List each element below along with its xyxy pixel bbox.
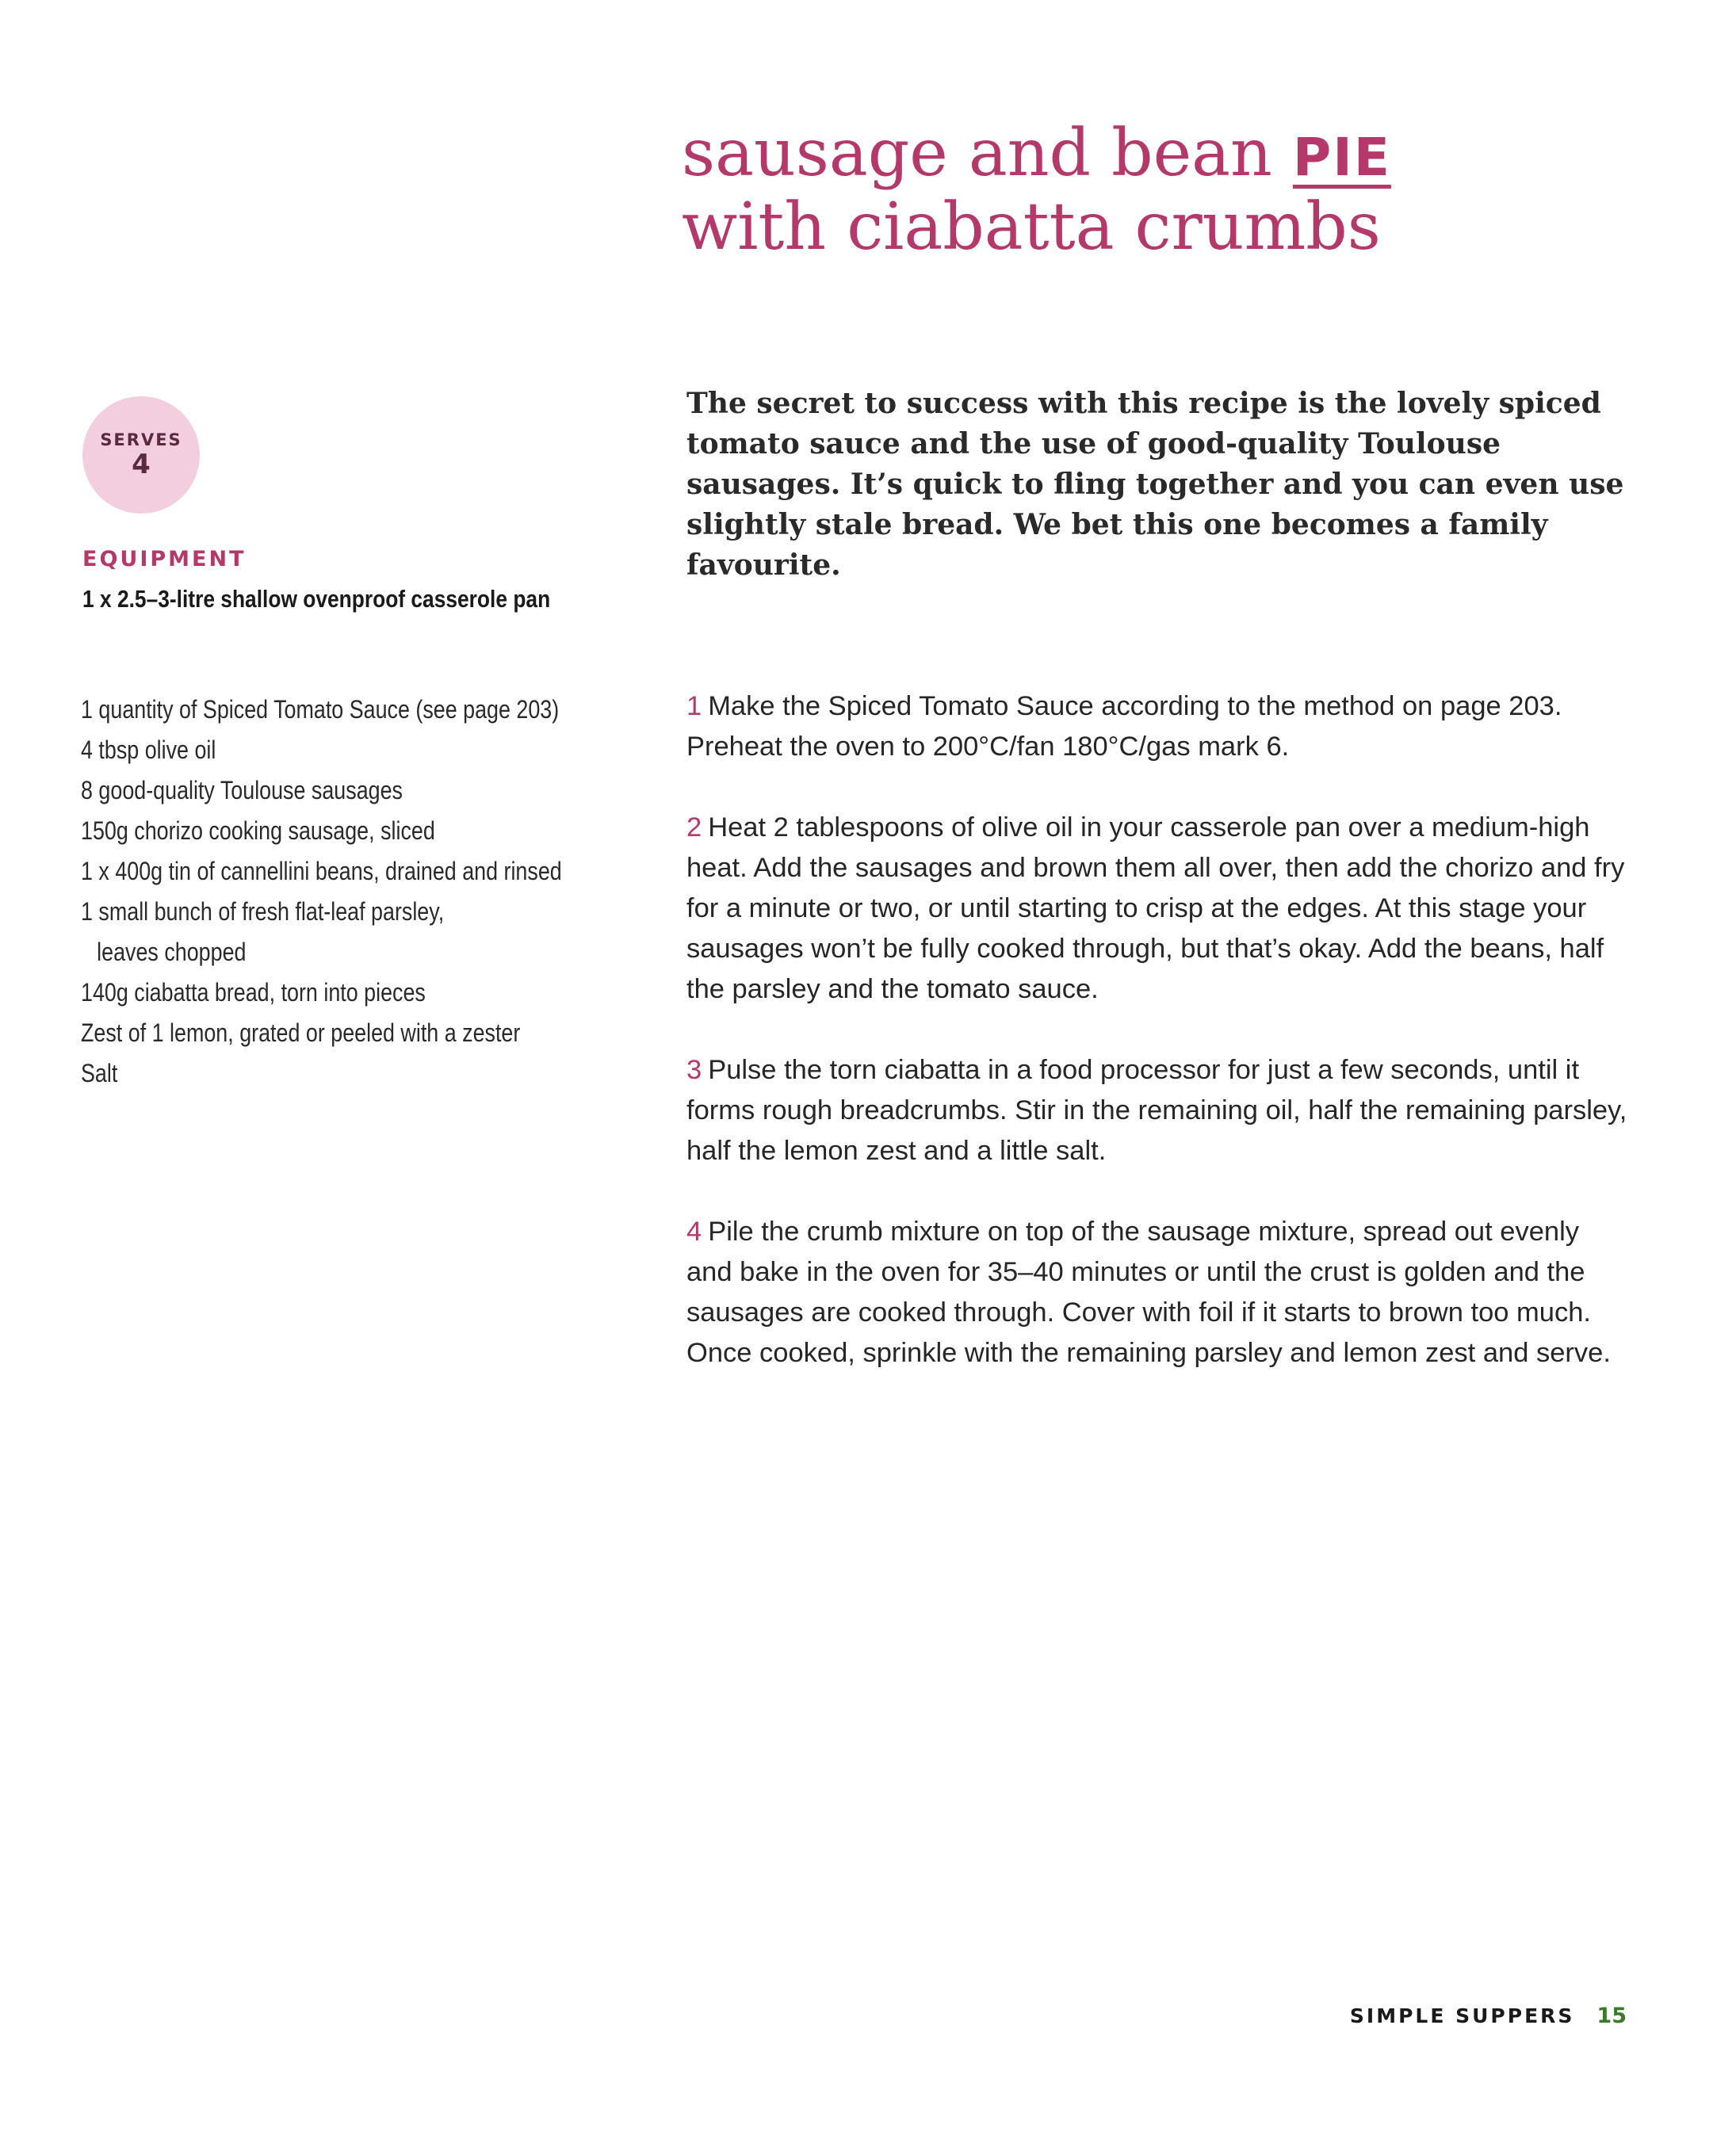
equipment-heading: EQUIPMENT	[82, 547, 247, 571]
step-text: Pulse the torn ciabatta in a food processor for just a few seconds, until it forms rough breadcrumbs. Stir in the remaining oil, half the remaining parsley, half the lemon zest and a little salt.	[686, 1055, 1627, 1166]
equipment-value: 1 x 2.5–3-litre shallow ovenproof casserole pan	[82, 585, 551, 613]
ingredient-item: 4 tbsp olive oil	[81, 736, 216, 764]
ingredient-item: 1 x 400g tin of cannellini beans, drained and rinsed	[81, 857, 562, 885]
ingredient-item: Zest of 1 lemon, grated or peeled with a zester	[81, 1018, 521, 1047]
title-prefix: sausage and bean	[682, 116, 1272, 191]
page-footer	[1350, 2004, 1627, 2028]
ingredient-item: 8 good-quality Toulouse sausages	[81, 776, 403, 804]
serves-label: SERVES	[100, 430, 182, 449]
title-emphasis: PIE	[1292, 127, 1391, 188]
method-steps	[686, 686, 1630, 1414]
step-text: Make the Spiced Tomato Sauce according to the method on page 203. Preheat the oven to 200°C/fan 180°C/gas mark 6.	[686, 691, 1562, 762]
ingredient-item: Salt	[81, 1059, 118, 1087]
section-name: SIMPLE SUPPERS	[1349, 2004, 1575, 2027]
method-step	[686, 808, 1630, 1010]
method-step	[686, 686, 1630, 767]
serves-number: 4	[132, 449, 151, 480]
title-line-2: with ciabatta crumbs	[682, 189, 1381, 265]
ingredient-item: 150g chorizo cooking sausage, sliced	[81, 816, 435, 845]
step-text: Heat 2 tablespoons of olive oil in your casserole pan over a medium-high heat. Add the sausages and brown them all over, then add the chorizo and fry for a minute or two, or until starting to crisp at the edges. At this stage your sausages won’t be fully cooked through, but that’s okay. Add the beans, half the parsley and the tomato sauce.	[686, 812, 1625, 1004]
title-line-1	[682, 116, 1633, 193]
ingredient-item-continued: leaves chopped	[97, 938, 247, 966]
step-number: 2	[686, 812, 702, 843]
ingredient-item: 140g ciabatta bread, torn into pieces	[81, 978, 426, 1007]
step-number: 1	[686, 691, 702, 721]
ingredient-item: 1 small bunch of fresh flat-leaf parsley,	[81, 897, 445, 926]
ingredient-item: 1 quantity of Spiced Tomato Sauce (see page 203)	[81, 695, 560, 724]
recipe-intro: The secret to success with this recipe is the lovely spiced tomato sauce and the use of good-quality Toulouse sausages. It’s quick to fling together and you can even use slightly stale bread. We bet this one becomes a family favourite.	[686, 387, 1624, 582]
recipe-title	[682, 116, 1633, 265]
step-number: 3	[686, 1055, 702, 1085]
ingredients-list	[81, 690, 562, 1094]
step-number: 4	[686, 1217, 702, 1247]
method-step	[686, 1050, 1630, 1171]
step-text: Pile the crumb mixture on top of the sausage mixture, spread out evenly and bake in the oven for 35–40 minutes or until the crust is golden and the sausages are cooked through. Cover with foil if it starts to brown too much. Once cooked, sprinkle with the remaining parsley and lemon zest and serve.	[686, 1217, 1611, 1368]
method-step	[686, 1212, 1630, 1374]
page-number: 15	[1596, 2004, 1627, 2028]
serves-badge	[82, 396, 200, 514]
